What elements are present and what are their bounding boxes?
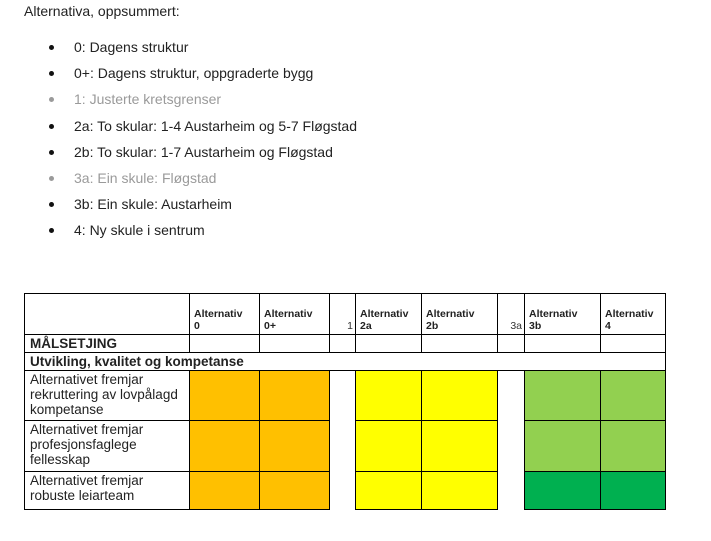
empty-cell	[356, 335, 422, 353]
alternative-text: 3a: Ein skule: Fløgstad	[74, 169, 217, 186]
bullet-icon	[49, 45, 54, 50]
intro-text: Alternativa, oppsummert:	[24, 3, 180, 19]
empty-cell	[260, 335, 330, 353]
criteria-label: Alternativet fremjar rekruttering av lovpålagd kompetanse	[25, 371, 190, 421]
rating-cell	[356, 472, 422, 510]
rating-cell	[190, 421, 260, 472]
empty-cell	[498, 472, 525, 510]
bullet-icon	[49, 202, 54, 207]
rating-cell	[260, 472, 330, 510]
alternative-text: 0: Dagens struktur	[74, 39, 189, 55]
alternative-text: 2a: To skular: 1-4 Austarheim og 5-7 Fløgstad	[74, 117, 357, 134]
column-header	[25, 294, 190, 335]
column-header: Alternativ 0	[190, 294, 260, 335]
bullet-icon	[49, 176, 54, 181]
evaluation-matrix	[24, 293, 666, 510]
bullet-icon	[49, 97, 54, 102]
goal-heading: MÅLSETJING	[25, 335, 190, 353]
empty-cell	[498, 421, 525, 472]
column-header: Alternativ 4	[601, 294, 666, 335]
rating-cell	[525, 371, 601, 421]
alternative-text: 4: Ny skule i sentrum	[74, 222, 205, 239]
criteria-label: Alternativet fremjar robuste leiarteam	[25, 472, 190, 510]
alternatives-list	[24, 34, 357, 244]
empty-cell	[601, 335, 666, 353]
alternative-item	[24, 86, 357, 112]
column-header: Alternativ 0+	[260, 294, 330, 335]
bullet-icon	[49, 150, 54, 155]
column-header: Alternativ 3b	[525, 294, 601, 335]
rating-cell	[601, 371, 666, 421]
rating-cell	[260, 421, 330, 472]
rating-cell	[422, 472, 498, 510]
alternative-item	[24, 217, 357, 243]
rating-cell	[422, 421, 498, 472]
rating-cell	[356, 421, 422, 472]
rating-cell	[190, 371, 260, 421]
column-header: Alternativ 2a	[356, 294, 422, 335]
rating-cell	[601, 421, 666, 472]
goal-row	[25, 335, 666, 353]
alternative-item	[24, 60, 357, 86]
bullet-icon	[49, 228, 54, 233]
column-header: Alternativ 2b	[422, 294, 498, 335]
criteria-label: Alternativet fremjar profesjonsfaglege fellesskap	[25, 421, 190, 472]
rating-cell	[601, 472, 666, 510]
alternative-item	[24, 139, 357, 165]
bullet-icon	[49, 124, 54, 129]
rating-cell	[422, 371, 498, 421]
criteria-row	[25, 472, 666, 510]
header-row	[25, 294, 666, 335]
section-row	[25, 353, 666, 371]
alternative-item	[24, 34, 357, 60]
rating-cell	[190, 472, 260, 510]
rating-cell	[525, 421, 601, 472]
section-heading: Utvikling, kvalitet og kompetanse	[25, 353, 666, 371]
alternative-item	[24, 191, 357, 217]
empty-cell	[330, 335, 356, 353]
alternative-text: 3b: Ein skule: Austarheim	[74, 196, 232, 213]
empty-cell	[190, 335, 260, 353]
criteria-row	[25, 421, 666, 472]
criteria-row	[25, 371, 666, 421]
rating-cell	[260, 371, 330, 421]
alternative-text: 0+: Dagens struktur, oppgraderte bygg	[74, 65, 314, 82]
column-header: 3a	[498, 294, 525, 335]
alternative-item	[24, 165, 357, 191]
alternative-item	[24, 113, 357, 139]
alternative-text: 2b: To skular: 1-7 Austarheim og Fløgstad	[74, 143, 333, 160]
empty-cell	[330, 421, 356, 472]
empty-cell	[330, 371, 356, 421]
alternative-text: 1: Justerte kretsgrenser	[74, 91, 222, 108]
column-header: 1	[330, 294, 356, 335]
empty-cell	[330, 472, 356, 510]
bullet-icon	[49, 71, 54, 76]
empty-cell	[525, 335, 601, 353]
empty-cell	[498, 371, 525, 421]
empty-cell	[422, 335, 498, 353]
rating-cell	[525, 472, 601, 510]
empty-cell	[498, 335, 525, 353]
rating-cell	[356, 371, 422, 421]
